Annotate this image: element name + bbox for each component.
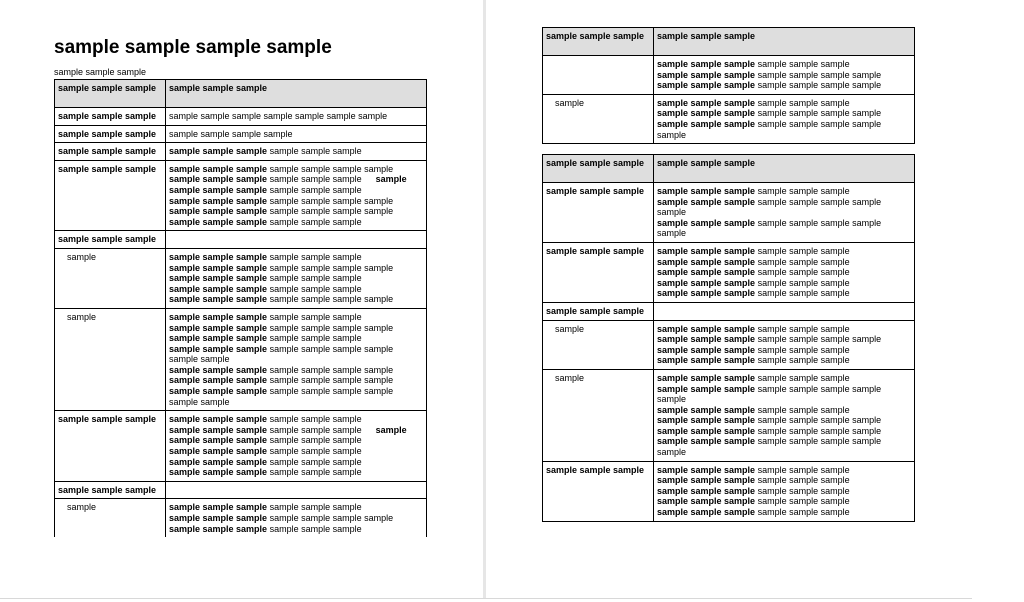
content-line [169,174,423,185]
bold-text: sample sample sample [657,485,756,496]
content-line [169,513,423,524]
normal-text: sample sample sample [755,245,850,256]
right-table-2 [542,154,915,522]
row-label-cell[interactable]: sample [55,499,166,537]
table-row [55,160,427,231]
normal-text: sample sample sample sample [755,108,882,119]
table-row [543,242,915,302]
row-content-cell[interactable] [166,125,427,143]
row-content-cell[interactable] [654,56,915,95]
normal-text: sample sample sample [755,288,850,299]
content-line [169,457,423,468]
table-row [55,143,427,161]
content-line [169,312,423,323]
table-row [543,183,915,243]
normal-text: sample sample sample [755,186,850,196]
row-content-cell[interactable] [166,231,427,249]
normal-text: sample sample sample [755,256,850,267]
table-row [55,499,427,537]
row-content-cell[interactable] [654,302,915,320]
content-line [657,267,911,278]
content-line [657,257,911,268]
normal-text: sample sample sample [755,496,850,507]
bold-text: sample sample sample [657,59,756,69]
normal-text: sample sample sample [267,216,362,227]
bold-text: sample sample sample [169,206,268,217]
content-line [657,475,911,486]
left-table [54,79,427,537]
table-header-row [543,155,915,183]
content-line [169,185,423,196]
bold-text: sample sample sample [657,404,756,415]
bold-text: sample sample sample [657,323,756,334]
bold-text: sample sample sample [169,456,268,467]
row-content-cell[interactable] [166,308,427,410]
document-subtitle[interactable]: sample sample sample [54,67,147,77]
table-row [543,56,915,95]
content-line [657,465,911,476]
normal-text: sample sample sample sample sample [657,217,882,239]
content-line [657,355,911,366]
bold-text: sample sample sample [657,69,756,80]
table-row [55,481,427,499]
table-row [543,94,915,143]
normal-text: sample sample sample [267,184,362,195]
bold-text: sample sample sample [169,375,268,386]
normal-text: sample sample sample [267,435,362,446]
normal-text: sample sample sample [755,59,850,69]
content-line [169,446,423,457]
bold-text: sample sample sample [657,256,756,267]
bold-text: sample sample sample [657,464,756,475]
row-content-cell[interactable] [654,369,915,461]
bold-text: sample sample sample [657,196,756,207]
bold-text: sample sample sample [657,118,756,129]
content-line [169,206,423,217]
normal-text: sample sample sample sample [267,294,394,305]
normal-text: sample sample sample [755,97,850,108]
bold-text: sample sample sample [657,425,756,436]
table-row [543,461,915,521]
table-header-cell[interactable]: sample sample sample [654,28,915,56]
content-line [657,70,911,81]
content-line [169,146,423,157]
row-label-cell[interactable]: sample sample sample [55,160,166,231]
row-label-cell[interactable]: sample sample sample [543,183,654,243]
page-bottom-edge [0,598,972,599]
content-line [169,524,423,535]
content-line [657,108,911,119]
content-line [657,384,911,405]
content-line [657,218,911,239]
normal-text: sample sample sample sample [755,69,882,80]
content-line [169,284,423,295]
row-content-cell[interactable] [654,183,915,243]
normal-text: sample sample sample sample sample [657,196,882,218]
row-label-cell[interactable]: sample [543,369,654,461]
content-line [169,111,423,122]
content-line [169,323,423,334]
bold-text: sample sample sample [657,277,756,288]
table-header-row [55,80,427,108]
table-row [55,411,427,482]
row-label-cell[interactable]: sample sample sample [55,125,166,143]
bold-text: sample sample sample [169,262,268,273]
table-row [543,320,915,369]
normal-text: sample sample sample sample sample sample [169,343,394,365]
bold-text: sample sample sample [657,507,756,518]
trailing-bold-text: sample [375,424,407,435]
bold-text: sample sample sample [657,372,756,383]
content-line [169,414,423,425]
normal-text: sample sample sample [755,475,850,486]
row-label-cell[interactable]: sample [55,308,166,410]
bold-text: sample sample sample [169,283,268,294]
normal-text: sample sample sample sample [755,415,882,426]
content-line [169,252,423,263]
content-line [169,467,423,478]
content-line [657,415,911,426]
normal-text: sample sample sample [755,404,850,415]
row-content-cell[interactable] [654,320,915,369]
bold-text: sample sample sample [169,184,268,195]
bold-text: sample sample sample [657,288,756,299]
bold-text: sample sample sample [169,311,268,322]
normal-text: sample sample sample [267,414,362,425]
bold-text: sample sample sample [169,435,268,446]
content-line [657,98,911,109]
content-line [169,435,423,446]
bold-text: sample sample sample [169,251,268,262]
normal-text: sample sample sample sample [755,334,882,345]
content-line [169,196,423,207]
table-header-cell[interactable]: sample sample sample [166,80,427,108]
bold-text: sample sample sample [657,436,756,447]
normal-text: sample sample sample [267,174,362,185]
normal-text: sample sample sample [755,507,850,518]
bold-text: sample sample sample [657,334,756,345]
bold-text: sample sample sample [657,80,756,91]
content-line [657,507,911,518]
bold-text: sample sample sample [169,523,268,534]
bold-text: sample sample sample [169,294,268,305]
bold-text: sample sample sample [169,273,268,284]
bold-text: sample sample sample [169,146,268,157]
normal-text: sample sample sample [755,355,850,366]
table-row [55,108,427,126]
normal-text: sample sample sample sample [267,364,394,375]
right-table-1 [542,27,915,144]
content-line [657,59,911,70]
normal-text: sample sample sample [267,424,362,435]
row-label-cell[interactable]: sample sample sample [543,302,654,320]
normal-text: sample sample sample [267,467,362,478]
bold-text: sample sample sample [169,195,268,206]
row-label-cell[interactable]: sample [543,94,654,143]
normal-text: sample sample sample [267,273,362,284]
row-content-cell[interactable] [166,160,427,231]
row-label-cell[interactable]: sample sample sample [55,231,166,249]
normal-text: sample sample sample [755,485,850,496]
row-label-cell[interactable] [543,56,654,95]
normal-text: sample sample sample sample [755,425,882,436]
row-label-cell[interactable]: sample sample sample [55,108,166,126]
content-line [169,129,423,140]
normal-text: sample sample sample [755,277,850,288]
content-line [657,80,911,91]
bold-text: sample sample sample [169,502,268,513]
normal-text: sample sample sample sample [267,375,394,386]
normal-text: sample sample sample sample [267,206,394,217]
content-line [657,197,911,218]
bold-text: sample sample sample [657,186,756,196]
normal-text: sample sample sample [755,344,850,355]
bold-text: sample sample sample [657,383,756,394]
normal-text: sample sample sample sample [267,195,394,206]
table-row [55,308,427,410]
normal-text: sample sample sample [267,446,362,457]
bold-text: sample sample sample [169,322,268,333]
bold-text: sample sample sample [657,355,756,366]
bold-text: sample sample sample [169,163,268,174]
bold-text: sample sample sample [169,333,268,344]
table-header-cell[interactable]: sample sample sample [543,155,654,183]
normal-text: sample sample sample [755,464,850,475]
content-line [657,426,911,437]
content-line [657,186,911,197]
normal-text: sample sample sample [267,146,362,157]
normal-text: sample sample sample sample sample [657,118,882,140]
content-line [657,436,911,457]
trailing-bold-text: sample [375,174,407,185]
normal-text: sample sample sample sample [267,262,394,273]
normal-text: sample sample sample [267,523,362,534]
content-line [169,425,423,436]
content-line [657,288,911,299]
normal-text: sample sample sample [267,333,362,344]
content-line [169,365,423,376]
content-line [169,164,423,175]
normal-text: sample sample sample sample [267,513,394,523]
content-line [657,496,911,507]
normal-text: sample sample sample sample sample sample [169,386,394,407]
bold-text: sample sample sample [169,364,268,375]
normal-text: sample sample sample sample sample [657,436,882,458]
row-content-cell[interactable] [654,242,915,302]
bold-text: sample sample sample [169,343,268,354]
table-row [55,125,427,143]
normal-text: sample sample sample [755,323,850,334]
normal-text: sample sample sample sample [169,128,293,139]
bold-text: sample sample sample [657,267,756,278]
content-line [169,263,423,274]
normal-text: sample sample sample [267,251,362,262]
bold-text: sample sample sample [169,386,268,397]
row-content-cell[interactable] [654,94,915,143]
row-label-cell[interactable]: sample sample sample [55,481,166,499]
bold-text: sample sample sample [657,97,756,108]
normal-text: sample sample sample sample [267,163,394,174]
content-line [657,373,911,384]
row-content-cell[interactable] [166,411,427,482]
content-line [169,273,423,284]
bold-text: sample sample sample [169,513,268,523]
row-content-cell[interactable] [166,481,427,499]
content-line [657,486,911,497]
table-row [543,302,915,320]
table-header-cell[interactable]: sample sample sample [543,28,654,56]
content-line [657,334,911,345]
content-line [657,324,911,335]
bold-text: sample sample sample [657,415,756,426]
normal-text: sample sample sample [267,283,362,294]
content-line [169,333,423,344]
row-content-cell[interactable] [166,499,427,537]
row-label-cell[interactable]: sample sample sample [55,411,166,482]
normal-text: sample sample sample [267,456,362,467]
bold-text: sample sample sample [169,446,268,457]
table-row [55,248,427,308]
normal-text: sample sample sample sample sample [657,383,882,405]
bold-text: sample sample sample [657,475,756,486]
row-label-cell[interactable]: sample sample sample [543,242,654,302]
content-line [657,119,911,140]
table-row [543,369,915,461]
bold-text: sample sample sample [657,496,756,507]
content-line [657,246,911,257]
table-header-row [543,28,915,56]
normal-text: sample sample sample [755,267,850,278]
row-content-cell[interactable] [166,108,427,126]
content-line [169,217,423,228]
row-label-cell[interactable]: sample [55,248,166,308]
table-row [55,231,427,249]
content-line [169,294,423,305]
content-line [169,386,423,407]
bold-text: sample sample sample [657,344,756,355]
normal-text: sample sample sample sample [755,80,882,91]
table-header-cell[interactable]: sample sample sample [654,155,915,183]
bold-text: sample sample sample [169,424,268,435]
bold-text: sample sample sample [169,216,268,227]
document-title[interactable]: sample sample sample sample [54,37,332,58]
normal-text: sample sample sample sample [267,322,394,333]
table-header-cell[interactable]: sample sample sample [55,80,166,108]
content-line [657,405,911,416]
content-line [657,345,911,356]
normal-text: sample sample sample [267,502,362,513]
row-label-cell[interactable]: sample sample sample [55,143,166,161]
row-content-cell[interactable] [166,143,427,161]
content-line [169,375,423,386]
row-content-cell[interactable] [166,248,427,308]
bold-text: sample sample sample [657,245,756,256]
row-label-cell[interactable]: sample [543,320,654,369]
content-line [657,278,911,289]
content-line [169,344,423,365]
normal-text: sample sample sample [267,311,362,322]
normal-text: sample sample sample sample sample sample sample [169,111,388,121]
content-line [169,502,423,513]
bold-text: sample sample sample [169,467,268,478]
bold-text: sample sample sample [169,414,268,425]
bold-text: sample sample sample [657,217,756,228]
bold-text: sample sample sample [657,108,756,119]
row-content-cell[interactable] [654,461,915,521]
bold-text: sample sample sample [169,174,268,185]
row-label-cell[interactable]: sample sample sample [543,461,654,521]
normal-text: sample sample sample [755,372,850,383]
